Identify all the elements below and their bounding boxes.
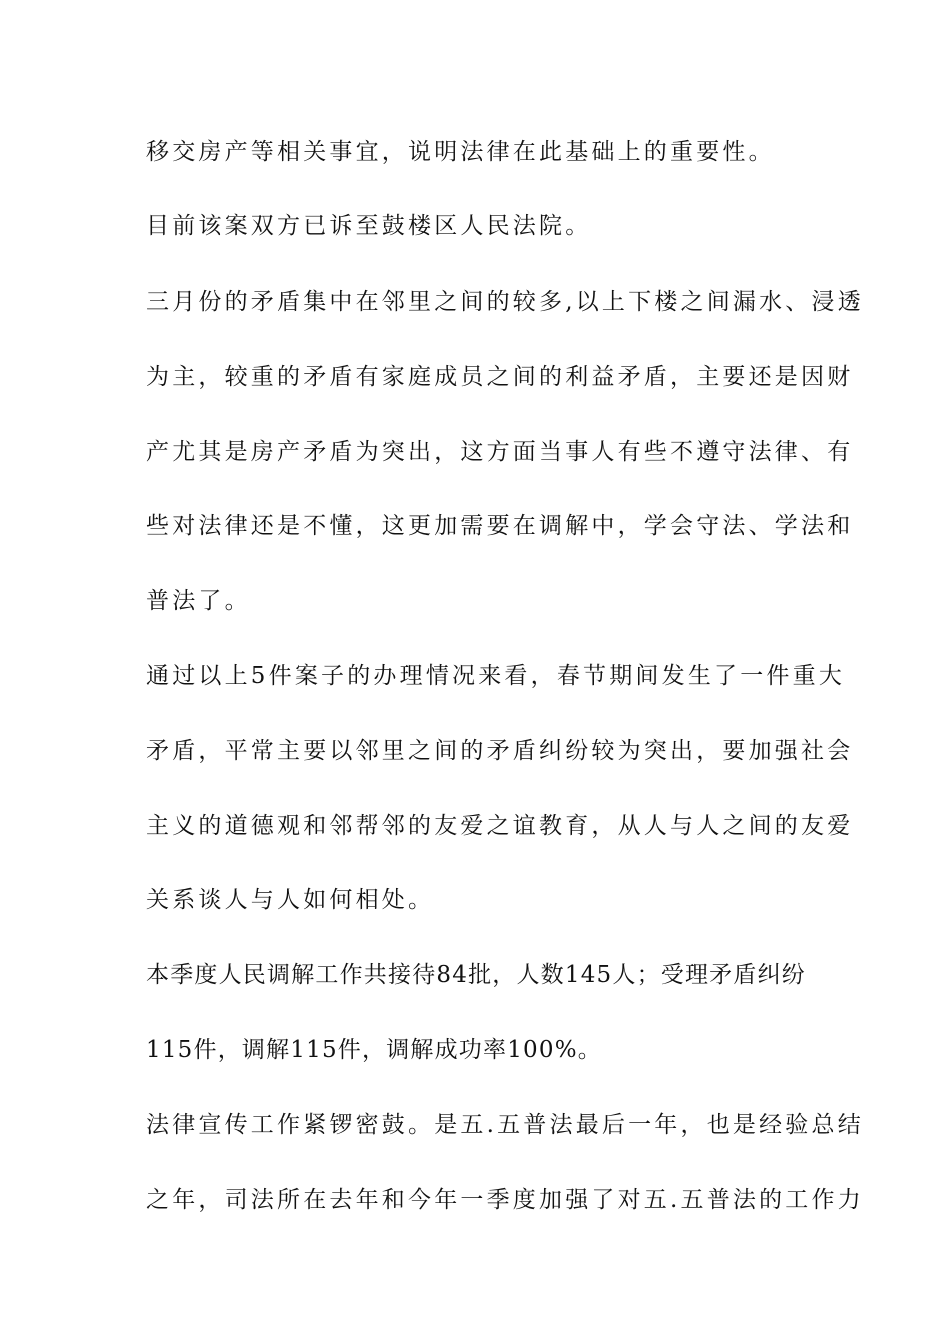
paragraph-line: 通过以上5件案子的办理情况来看，春节期间发生了一件重大 <box>146 663 846 689</box>
paragraph-line: 关系谈人与人如何相处。 <box>146 887 435 913</box>
paragraph-line: 产尤其是房产矛盾为突出，这方面当事人有些不遵守法律、有 <box>146 439 854 465</box>
paragraph-line: 移交房产等相关事宜，说明法律在此基础上的重要性。 <box>146 139 775 165</box>
paragraph-line: 之年，司法所在去年和今年一季度加强了对五.五普法的工作力 <box>146 1187 864 1213</box>
paragraph-line: 法律宣传工作紧锣密鼓。是五.五普法最后一年，也是经验总结 <box>146 1112 864 1138</box>
paragraph-line: 115件，调解115件，调解成功率100%。 <box>146 1037 602 1063</box>
paragraph-line: 矛盾，平常主要以邻里之间的矛盾纠纷较为突出，要加强社会 <box>146 738 854 764</box>
paragraph-line: 普法了。 <box>146 588 251 614</box>
paragraph-line: 目前该案双方已诉至鼓楼区人民法院。 <box>146 213 592 239</box>
paragraph-line: 些对法律还是不懂，这更加需要在调解中，学会守法、学法和 <box>146 513 854 539</box>
paragraph-line: 本季度人民调解工作共接待84批，人数145人；受理矛盾纠纷 <box>146 962 806 988</box>
paragraph-line: 三月份的矛盾集中在邻里之间的较多,以上下楼之间漏水、浸透 <box>146 289 864 315</box>
paragraph-line: 主义的道德观和邻帮邻的友爱之谊教育，从人与人之间的友爱 <box>146 813 854 839</box>
paragraph-line: 为主，较重的矛盾有家庭成员之间的利益矛盾，主要还是因财 <box>146 364 854 390</box>
